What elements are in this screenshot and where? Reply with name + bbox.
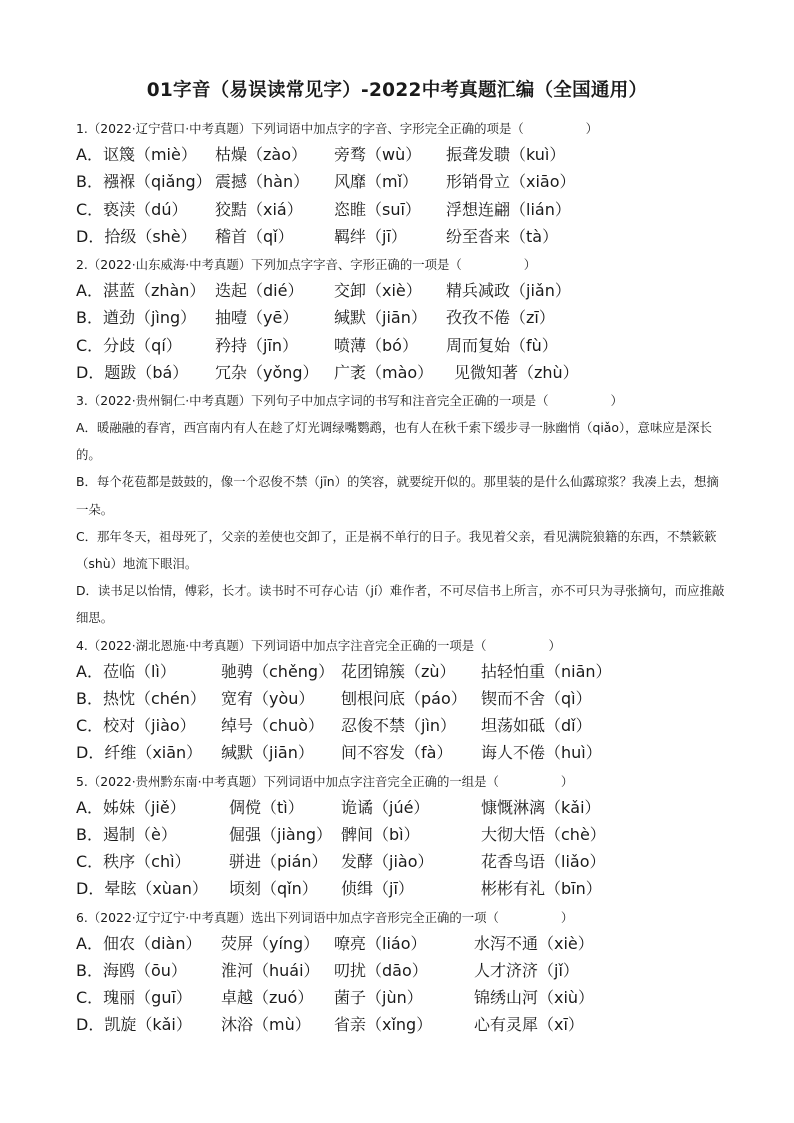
option-cell: 枯燥（zào） xyxy=(215,145,307,165)
question-2-option-b xyxy=(76,305,736,332)
option-cell: 缄默（jiān） xyxy=(334,308,427,328)
question-1-option-b xyxy=(76,169,736,196)
question-4-option-c xyxy=(76,713,736,740)
option-cell: D．拾级（shè） xyxy=(76,226,197,246)
option-cell: C．亵渎（dú） xyxy=(76,199,188,219)
option-cell: 冗杂（yǒng） xyxy=(215,362,319,382)
option-cell: 骈进（pián） xyxy=(229,852,328,872)
option-cell: 刨根问底（páo） xyxy=(341,689,467,709)
option-cell: 倔强（jiàng） xyxy=(229,825,332,844)
option-cell: 形销骨立（xiāo） xyxy=(446,172,576,192)
option-cell: 荧屏（yíng） xyxy=(221,933,320,953)
option-cell: 浮想连翩（lián） xyxy=(446,199,571,219)
question-4-stem: 4.（2022·湖北恩施·中考真题）下列词语中加点字注音完全正确的一项是（ ） xyxy=(76,637,561,653)
option-cell: 顷刻（qǐn） xyxy=(229,879,318,899)
option-cell: 缄默（jiān） xyxy=(221,743,314,763)
option-cell: 振聋发聩（kuì） xyxy=(446,145,566,165)
option-cell: 矜持（jīn） xyxy=(215,335,299,355)
question-4-option-b xyxy=(76,686,736,713)
option-cell: 嘹亮（liáo） xyxy=(334,933,427,953)
question-3-stem: 3.（2022·贵州铜仁·中考真题）下列句子中加点字词的书写和注音完全正确的一项是（ ） xyxy=(76,392,623,408)
option-cell: C．校对（jiào） xyxy=(76,716,196,736)
question-2-option-c xyxy=(76,333,736,360)
option-cell: 沐浴（mù） xyxy=(221,1015,311,1035)
option-cell: B．海鸥（ōu） xyxy=(76,960,187,980)
option-cell: 羁绊（jī） xyxy=(334,226,407,246)
option-cell: 诡谲（júé） xyxy=(341,797,430,817)
question-5-option-b xyxy=(76,822,736,849)
question-3-option-a: A．暖融融的春宵，西宫南内有人在趁了灯光调绿嘴鹦鹉，也有人在秋千索下缓步寻一脉幽悄（qiǎo），意味应是深长的。 xyxy=(76,420,712,463)
question-2-option-d xyxy=(76,360,736,387)
option-cell: 叨扰（dāo） xyxy=(334,960,428,980)
option-cell: 间不容发（fà） xyxy=(341,743,453,763)
option-cell: A．姊妹（jiě） xyxy=(76,797,186,817)
option-cell: B．遒劲（jìng） xyxy=(76,308,197,328)
question-1-option-c xyxy=(76,197,736,224)
question-4-option-a xyxy=(76,659,736,686)
question-2-option-a xyxy=(76,278,736,305)
option-cell: 省亲（xǐng） xyxy=(334,1015,433,1035)
option-cell: 周而复始（fù） xyxy=(446,335,558,355)
option-cell: 绰号（chuò） xyxy=(221,716,324,736)
option-cell: 坦荡如砥（dǐ） xyxy=(481,716,592,736)
option-cell: A．佃农（diàn） xyxy=(76,933,202,953)
option-cell: 侦缉（jī） xyxy=(341,879,414,899)
option-cell: 淮河（huái） xyxy=(221,960,320,980)
question-3-option-b: B．每个花苞都是鼓鼓的，像一个忍俊不禁（jīn）的笑容，就要绽开似的。那里装的是什么仙露琼浆？我凑上去，想摘一朵。 xyxy=(76,474,719,517)
option-cell: 大彻大悟（chè） xyxy=(481,825,606,844)
option-cell: 锲而不舍（qì） xyxy=(481,689,592,709)
option-cell: 喷薄（bó） xyxy=(334,335,418,355)
question-6-option-a xyxy=(76,931,736,958)
question-4-option-d xyxy=(76,740,736,767)
question-6-option-c xyxy=(76,985,736,1012)
page-title: 01字音（易误读常见字）-2022中考真题汇编（全国通用） xyxy=(146,80,648,101)
option-cell: C．秩序（chì） xyxy=(76,852,191,872)
option-cell: 狡黠（xiá） xyxy=(215,199,303,219)
question-list xyxy=(76,115,736,1040)
option-cell: 见微知著（zhù） xyxy=(454,362,579,382)
option-cell: 精兵减政（jiǎn） xyxy=(446,281,571,301)
question-2-stem: 2.（2022·山东威海·中考真题）下列加点字字音、字形正确的一项是（ ） xyxy=(76,256,537,272)
option-cell: 拈轻怕重（niān） xyxy=(481,661,612,681)
option-cell: 卓越（zuó） xyxy=(221,988,314,1008)
option-cell: B．热忱（chén） xyxy=(76,689,206,709)
question-5-option-a xyxy=(76,795,736,822)
option-cell: 慷慨淋漓（kǎi） xyxy=(481,797,601,817)
option-cell: D．晕眩（xùan） xyxy=(76,879,208,899)
question-6-option-b xyxy=(76,958,736,985)
option-cell: 驰骋（chěng） xyxy=(221,661,335,681)
option-cell: 花团锦簇（zù） xyxy=(341,661,456,681)
option-cell: 迭起（dié） xyxy=(215,281,304,301)
option-cell: 水泻不通（xiè） xyxy=(474,933,594,953)
option-cell: 倜傥（tì） xyxy=(229,797,304,817)
option-cell: C．瑰丽（guī） xyxy=(76,988,192,1008)
option-cell: 心有灵犀（xī） xyxy=(474,1015,584,1035)
option-cell: A．讴篾（miè） xyxy=(76,145,197,165)
option-cell: B．襁褓（qiǎng） xyxy=(76,172,212,192)
option-cell: 忍俊不禁（jìn） xyxy=(341,716,457,736)
option-cell: 震撼（hàn） xyxy=(215,172,310,192)
question-3-option-d: D．读书足以怡情，傅彩，长才。读书时不可存心诘（jí）难作者，不可尽信书上所言，亦不可只为寻张摘句，而应推敲细思。 xyxy=(76,583,725,626)
question-5-stem: 5.（2022·贵州黔东南·中考真题）下列词语中加点字注音完全正确的一组是（ ） xyxy=(76,773,574,789)
option-cell: 人才济济（jǐ） xyxy=(474,960,579,980)
question-6-stem: 6.（2022·辽宁辽宁·中考真题）选出下列词语中加点字音形完全正确的一项（ ） xyxy=(76,909,574,925)
question-5-option-c xyxy=(76,849,736,876)
option-cell: 彬彬有礼（bīn） xyxy=(481,879,602,899)
option-cell: 纷至沓来（tà） xyxy=(446,226,559,246)
option-cell: 宽宥（yòu） xyxy=(221,689,315,709)
option-cell: D．题跋（bá） xyxy=(76,362,189,382)
option-cell: A．湛蓝（zhàn） xyxy=(76,281,206,301)
question-1-stem: 1.（2022·辽宁营口·中考真题）下列词语中加点字的字音、字形完全正确的项是（ ） xyxy=(76,121,599,136)
option-cell: 菌子（jùn） xyxy=(334,988,423,1008)
option-cell: 花香鸟语（liǎo） xyxy=(481,852,606,872)
option-cell: 孜孜不倦（zī） xyxy=(446,308,555,328)
question-1-option-a xyxy=(76,142,736,169)
option-cell: 抽噎（yē） xyxy=(215,308,299,328)
question-6-option-d xyxy=(76,1012,736,1039)
option-cell: 发酵（jiào） xyxy=(341,852,434,872)
option-cell: 稽首（qǐ） xyxy=(215,226,294,246)
option-cell: 诲人不倦（huì） xyxy=(481,743,602,763)
option-cell: 髀间（bì） xyxy=(341,825,420,844)
option-cell: 恣睢（suī） xyxy=(334,199,421,219)
question-3-option-c: C．那年冬天，祖母死了，父亲的差使也交卸了，正是祸不单行的日子。我见着父亲，看见满院狼籍的东西，不禁簌簌（shù）地流下眼泪。 xyxy=(76,528,717,572)
option-cell: D．凯旋（kǎi） xyxy=(76,1015,192,1035)
option-cell: A．莅临（lì） xyxy=(76,661,176,681)
option-cell: 锦绣山河（xiù） xyxy=(474,988,595,1008)
option-cell: D．纤维（xiān） xyxy=(76,743,203,763)
option-cell: 旁骛（wù） xyxy=(334,145,422,165)
option-cell: 风靡（mǐ） xyxy=(334,172,419,192)
option-cell: B．遏制（è） xyxy=(76,825,177,844)
question-1-option-d xyxy=(76,224,736,251)
option-cell: 交卸（xiè） xyxy=(334,281,422,301)
option-cell: C．分歧（qí） xyxy=(76,335,182,355)
question-5-option-d xyxy=(76,876,736,903)
option-cell: 广袤（mào） xyxy=(334,362,434,382)
